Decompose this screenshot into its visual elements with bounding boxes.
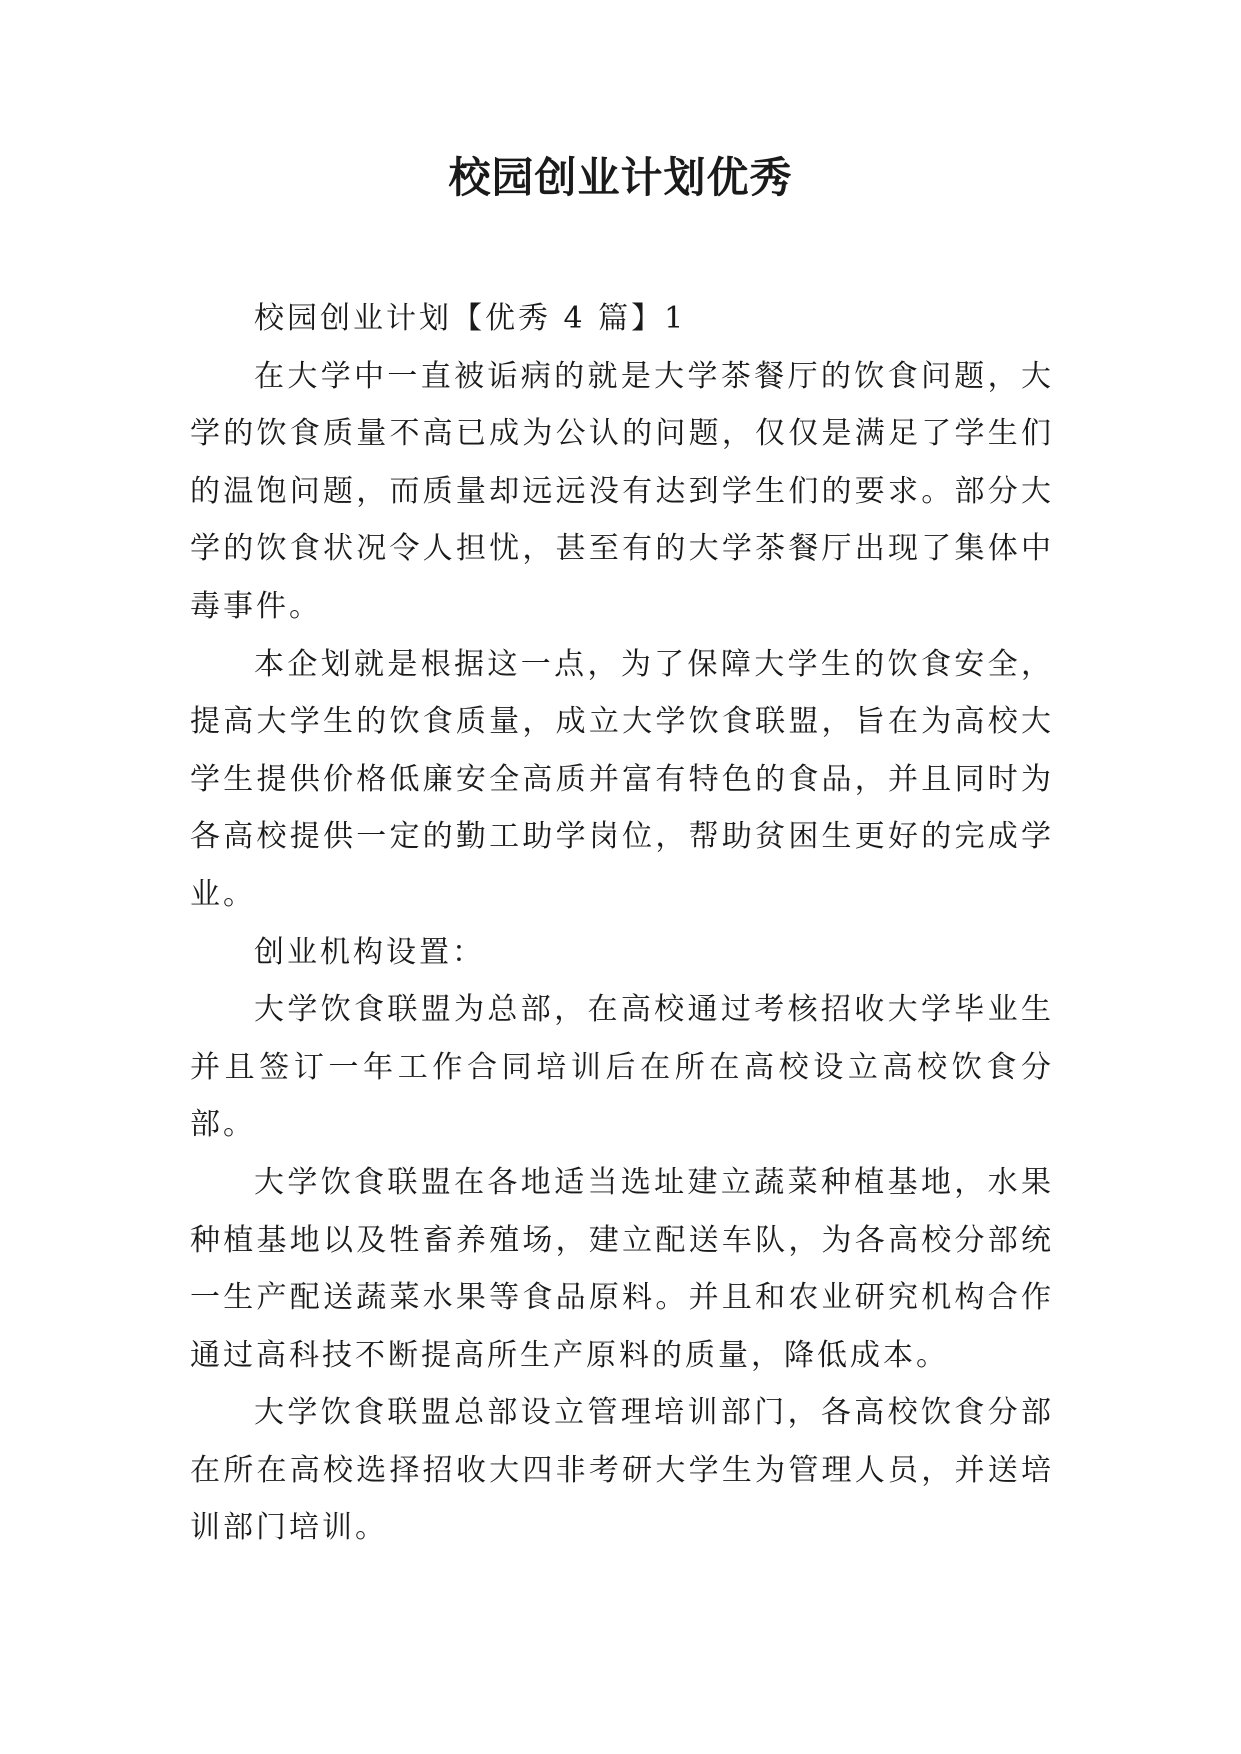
section-heading: 创业机构设置： bbox=[254, 934, 485, 970]
body-paragraph: 大学饮食联盟在各地适当选址建立蔬菜种植基地，水果种植基地以及牲畜养殖场，建立配送车队，为各高校分部统一生产配送蔬菜水果等食品原料。并且和农业研究机构合作通过高科技不断提高所生产原料的质量，降低成本。 bbox=[190, 1164, 1054, 1373]
document-body bbox=[190, 290, 1054, 1557]
body-paragraph: 大学饮食联盟总部设立管理培训部门，各高校饮食分部在所在高校选择招收大四非考研大学生为管理人员，并送培训部门培训。 bbox=[190, 1395, 1054, 1546]
subtitle-paragraph: 校园创业计划【优秀 4 篇】1 bbox=[254, 301, 687, 336]
body-paragraph: 在大学中一直被诟病的就是大学茶餐厅的饮食问题，大学的饮食质量不高已成为公认的问题，仅仅是满足了学生们的温饱问题，而质量却远远没有达到学生们的要求。部分大学的饮食状况令人担忧，甚至有的大学茶餐厅出现了集体中毒事件。 bbox=[190, 358, 1054, 624]
body-paragraph: 大学饮食联盟为总部，在高校通过考核招收大学毕业生并且签订一年工作合同培训后在所在高校设立高校饮食分部。 bbox=[190, 992, 1054, 1143]
body-paragraph: 本企划就是根据这一点，为了保障大学生的饮食安全，提高大学生的饮食质量，成立大学饮食联盟，旨在为高校大学生提供价格低廉安全高质并富有特色的食品，并且同时为各高校提供一定的勤工助学岗位，帮助贫困生更好的完成学业。 bbox=[190, 646, 1054, 912]
document-title: 校园创业计划优秀 bbox=[448, 153, 793, 202]
